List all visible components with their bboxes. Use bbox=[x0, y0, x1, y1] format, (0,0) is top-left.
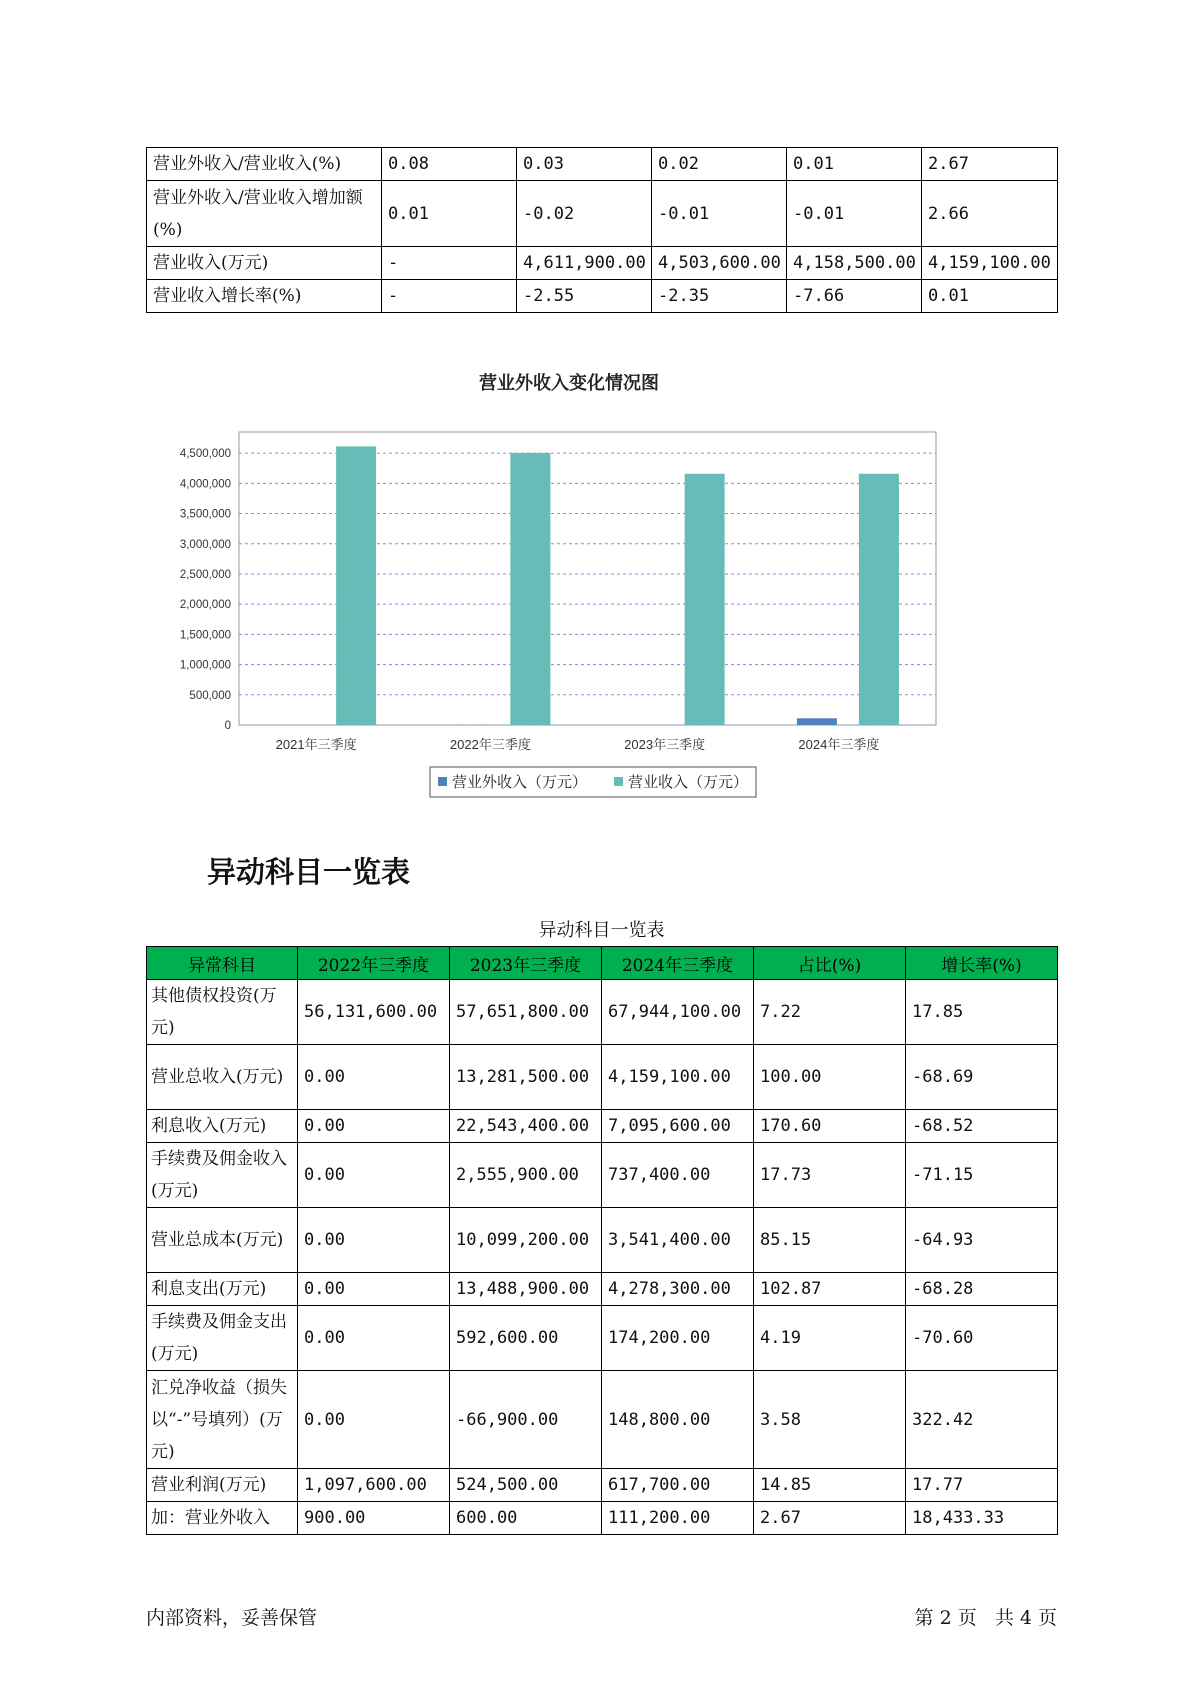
legend-swatch bbox=[614, 777, 623, 786]
legend-swatch bbox=[438, 777, 447, 786]
y-tick-label: 3,500,000 bbox=[179, 508, 231, 521]
income-ratio-table bbox=[146, 147, 1058, 313]
table-cell: - bbox=[382, 280, 517, 313]
row-label: 其他债权投资(万元) bbox=[147, 980, 298, 1045]
row-label: 营业收入增长率(%) bbox=[147, 280, 382, 313]
table-cell: -68.69 bbox=[906, 1045, 1058, 1110]
legend-label: 营业收入（万元） bbox=[628, 774, 749, 791]
table-header-row bbox=[147, 947, 1058, 980]
table-cell: -68.52 bbox=[906, 1110, 1058, 1143]
table-cell: 737,400.00 bbox=[602, 1143, 754, 1208]
table-cell: 0.01 bbox=[922, 280, 1058, 313]
table-cell: 524,500.00 bbox=[450, 1469, 602, 1502]
table-cell: 10,099,200.00 bbox=[450, 1208, 602, 1273]
revenue-bar-chart bbox=[146, 360, 1057, 820]
table-cell: 17.73 bbox=[754, 1143, 906, 1208]
table-cell: -0.01 bbox=[652, 181, 787, 247]
table-cell: 0.00 bbox=[298, 1273, 450, 1306]
row-label: 利息支出(万元) bbox=[147, 1273, 298, 1306]
row-label: 营业外收入/营业收入增加额(%) bbox=[147, 181, 382, 247]
table-cell: 900.00 bbox=[298, 1502, 450, 1535]
row-label: 营业总成本(万元) bbox=[147, 1208, 298, 1273]
y-tick-label: 4,500,000 bbox=[179, 448, 231, 461]
table-cell: 592,600.00 bbox=[450, 1306, 602, 1371]
table-cell: 2,555,900.00 bbox=[450, 1143, 602, 1208]
row-label: 利息收入(万元) bbox=[147, 1110, 298, 1143]
table-cell: 4,159,100.00 bbox=[602, 1045, 754, 1110]
table-cell: 4,158,500.00 bbox=[787, 247, 922, 280]
table-cell: 4,611,900.00 bbox=[517, 247, 652, 280]
table-cell: 67,944,100.00 bbox=[602, 980, 754, 1045]
column-header: 增长率(%) bbox=[906, 947, 1058, 980]
column-header: 2024年三季度 bbox=[602, 947, 754, 980]
table-cell: 18,433.33 bbox=[906, 1502, 1058, 1535]
x-axis-ticks bbox=[276, 737, 880, 752]
table-cell: 617,700.00 bbox=[602, 1469, 754, 1502]
table-row bbox=[147, 148, 1058, 181]
y-tick-label: 0 bbox=[224, 720, 231, 732]
table-cell: 17.77 bbox=[906, 1469, 1058, 1502]
table-cell: 0.01 bbox=[382, 181, 517, 247]
table-cell: 111,200.00 bbox=[602, 1502, 754, 1535]
table-cell: 100.00 bbox=[754, 1045, 906, 1110]
table-row bbox=[147, 1469, 1058, 1502]
table-cell: 0.02 bbox=[652, 148, 787, 181]
table-cell: 3,541,400.00 bbox=[602, 1208, 754, 1273]
table-cell: 7,095,600.00 bbox=[602, 1110, 754, 1143]
chart-canvas bbox=[146, 360, 1057, 820]
table-cell: -64.93 bbox=[906, 1208, 1058, 1273]
table-cell: 0.00 bbox=[298, 1208, 450, 1273]
table-row bbox=[147, 1208, 1058, 1273]
table-cell: -70.60 bbox=[906, 1306, 1058, 1371]
table-row bbox=[147, 181, 1058, 247]
row-label: 营业收入(万元) bbox=[147, 247, 382, 280]
table-cell: 148,800.00 bbox=[602, 1371, 754, 1469]
bar-operating-revenue bbox=[859, 474, 899, 725]
table-cell: -68.28 bbox=[906, 1273, 1058, 1306]
table-cell: 1,097,600.00 bbox=[298, 1469, 450, 1502]
table-cell: -66,900.00 bbox=[450, 1371, 602, 1469]
bar-operating-revenue bbox=[685, 474, 725, 725]
row-label: 营业总收入(万元) bbox=[147, 1045, 298, 1110]
table-row bbox=[147, 280, 1058, 313]
table-cell: 322.42 bbox=[906, 1371, 1058, 1469]
y-tick-label: 3,000,000 bbox=[179, 538, 231, 551]
anomaly-items-table bbox=[146, 946, 1058, 1535]
y-tick-label: 2,500,000 bbox=[179, 568, 231, 581]
x-tick-label: 2022年三季度 bbox=[449, 737, 531, 752]
table-cell: 0.00 bbox=[298, 1371, 450, 1469]
bar-operating-revenue bbox=[510, 453, 550, 725]
section-heading: 异动科目一览表 bbox=[207, 855, 411, 889]
table-cell: 0.00 bbox=[298, 1143, 450, 1208]
table-cell: 0.03 bbox=[517, 148, 652, 181]
table-cell: -7.66 bbox=[787, 280, 922, 313]
table-cell: 14.85 bbox=[754, 1469, 906, 1502]
bar-operating-revenue bbox=[336, 446, 376, 725]
table-cell: -0.02 bbox=[517, 181, 652, 247]
table-cell: 57,651,800.00 bbox=[450, 980, 602, 1045]
table-cell: 170.60 bbox=[754, 1110, 906, 1143]
column-header: 占比(%) bbox=[754, 947, 906, 980]
table-cell: 13,281,500.00 bbox=[450, 1045, 602, 1110]
table-cell: 85.15 bbox=[754, 1208, 906, 1273]
y-tick-label: 2,000,000 bbox=[179, 599, 231, 612]
column-header: 异常科目 bbox=[147, 947, 298, 980]
footer-confidential-note: 内部资料，妥善保管 bbox=[146, 1607, 318, 1629]
x-tick-label: 2021年三季度 bbox=[275, 737, 357, 752]
table-cell: - bbox=[382, 247, 517, 280]
table-cell: -0.01 bbox=[787, 181, 922, 247]
table-cell: 56,131,600.00 bbox=[298, 980, 450, 1045]
table-cell: 0.00 bbox=[298, 1306, 450, 1371]
table-cell: 102.87 bbox=[754, 1273, 906, 1306]
table-cell: -71.15 bbox=[906, 1143, 1058, 1208]
chart-legend bbox=[430, 767, 756, 797]
y-axis-ticks bbox=[180, 448, 231, 732]
y-tick-label: 4,000,000 bbox=[179, 478, 231, 491]
x-tick-label: 2024年三季度 bbox=[798, 737, 880, 752]
table-row bbox=[147, 1273, 1058, 1306]
table-cell: 7.22 bbox=[754, 980, 906, 1045]
table-cell: 2.67 bbox=[754, 1502, 906, 1535]
table-row bbox=[147, 247, 1058, 280]
table-cell: 0.00 bbox=[298, 1110, 450, 1143]
table-row bbox=[147, 1502, 1058, 1535]
row-label: 手续费及佣金支出(万元) bbox=[147, 1306, 298, 1371]
legend-label: 营业外收入（万元） bbox=[452, 774, 588, 791]
table-cell: 174,200.00 bbox=[602, 1306, 754, 1371]
table-cell: 2.67 bbox=[922, 148, 1058, 181]
table-cell: -2.35 bbox=[652, 280, 787, 313]
table-cell: 3.58 bbox=[754, 1371, 906, 1469]
x-tick-label: 2023年三季度 bbox=[624, 737, 706, 752]
table-cell: 4,278,300.00 bbox=[602, 1273, 754, 1306]
row-label: 汇兑净收益（损失以“-”号填列）(万元) bbox=[147, 1371, 298, 1469]
chart-bars bbox=[336, 446, 899, 725]
table-cell: 0.00 bbox=[298, 1045, 450, 1110]
table-cell: 600.00 bbox=[450, 1502, 602, 1535]
y-tick-label: 1,000,000 bbox=[179, 659, 231, 672]
y-tick-label: 1,500,000 bbox=[179, 629, 231, 642]
row-label: 手续费及佣金收入(万元) bbox=[147, 1143, 298, 1208]
chart-title: 营业外收入变化情况图 bbox=[479, 373, 659, 393]
table-row bbox=[147, 980, 1058, 1045]
table-caption: 异动科目一览表 bbox=[538, 920, 665, 941]
column-header: 2022年三季度 bbox=[298, 947, 450, 980]
table-cell: 4,159,100.00 bbox=[922, 247, 1058, 280]
footer-page-number: 第 2 页 共 4 页 bbox=[914, 1607, 1057, 1629]
bar-non-operating-income bbox=[797, 718, 837, 725]
table-row bbox=[147, 1045, 1058, 1110]
table-row bbox=[147, 1306, 1058, 1371]
column-header: 2023年三季度 bbox=[450, 947, 602, 980]
table-cell: 4,503,600.00 bbox=[652, 247, 787, 280]
row-label: 营业利润(万元) bbox=[147, 1469, 298, 1502]
table-cell: 17.85 bbox=[906, 980, 1058, 1045]
row-label: 营业外收入/营业收入(%) bbox=[147, 148, 382, 181]
table-cell: -2.55 bbox=[517, 280, 652, 313]
row-label: 加：营业外收入 bbox=[147, 1502, 298, 1535]
table-cell: 0.01 bbox=[787, 148, 922, 181]
table-row bbox=[147, 1143, 1058, 1208]
table-cell: 0.08 bbox=[382, 148, 517, 181]
y-tick-label: 500,000 bbox=[189, 689, 231, 702]
table-row bbox=[147, 1371, 1058, 1469]
table-cell: 13,488,900.00 bbox=[450, 1273, 602, 1306]
table-row bbox=[147, 1110, 1058, 1143]
table-cell: 22,543,400.00 bbox=[450, 1110, 602, 1143]
table-cell: 4.19 bbox=[754, 1306, 906, 1371]
table-cell: 2.66 bbox=[922, 181, 1058, 247]
